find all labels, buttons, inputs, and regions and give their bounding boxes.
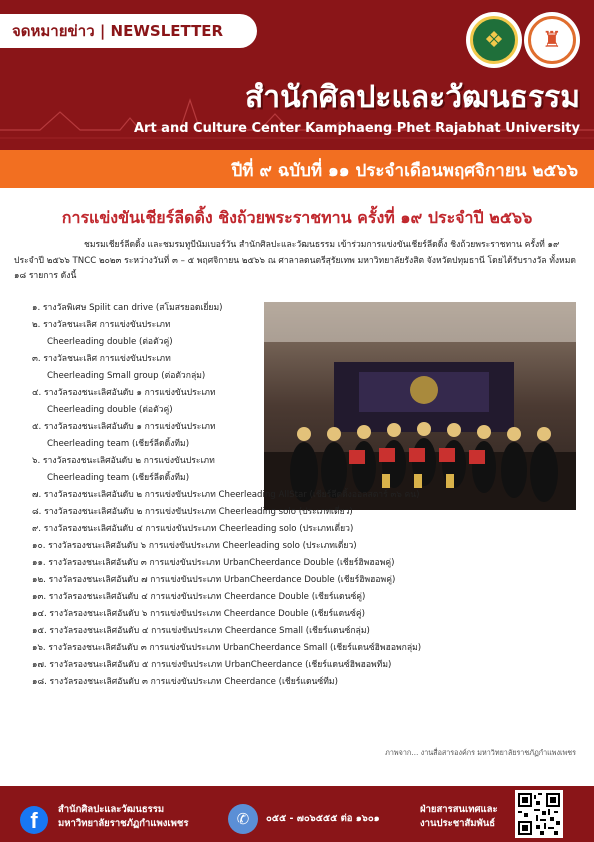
center-logo xyxy=(524,12,580,68)
qr-code-icon[interactable] xyxy=(515,790,563,838)
emblem-icon: ❖ xyxy=(470,16,518,64)
award-item: ๑๓. รางวัลรองชนะเลิศอันดับ ๔ การแข่งขันประเภท Cheerdance Double (เชียร์แดนซ์คู่) xyxy=(32,592,366,602)
award-item: ๑๐. รางวัลรองชนะเลิศอันดับ ๖ การแข่งขันประเภท Cheerleading solo (ประเภทเดี่ยว) xyxy=(32,541,357,551)
center-title-thai: สำนักศิลปะและวัฒนธรรม xyxy=(244,80,580,115)
award-item: ๙. รางวัลรองชนะเลิศอันดับ ๔ การแข่งขันประเภท Cheerleading solo (ประเภทเดี่ยว) xyxy=(32,524,354,534)
award-item: ๑. รางวัลพิเศษ Spilit can drive (สโมสรยอดเยี่ยม) xyxy=(32,303,223,313)
monument-icon: ♜ xyxy=(528,16,576,64)
footer-organization: สำนักศิลปะและวัฒนธรรม มหาวิทยาลัยราชภัฏกำแพงเพชร xyxy=(58,804,189,829)
award-item: ๔. รางวัลรองชนะเลิศอันดับ ๑ การแข่งขันประเภท Cheerleading double (ต่อตัวคู่) xyxy=(32,388,216,415)
award-item: ๕. รางวัลรองชนะเลิศอันดับ ๑ การแข่งขันประเภท Cheerleading team (เชียร์ลีดดิ้งทีม) xyxy=(32,422,216,449)
award-item: ๑๕. รางวัลรองชนะเลิศอันดับ ๔ การแข่งขันประเภท Cheerdance Small (เชียร์แดนซ์กลุ่ม) xyxy=(32,626,370,636)
university-logo xyxy=(466,12,522,68)
award-item: ๑๒. รางวัลรองชนะเลิศอันดับ ๗ การแข่งขันประเภท UrbanCheerdance Double (เชียร์ฮิพฮอพคู่) xyxy=(32,575,396,585)
article-headline: การแข่งขันเชียร์ลีดดิ้ง ชิงถ้วยพระราชทาน ครั้งที่ ๑๙ ประจำปี ๒๕๖๖ xyxy=(61,208,533,227)
issue-bar xyxy=(0,150,594,188)
photo-credit: ภาพจาก… งานสื่อสารองค์กร มหาวิทยาลัยราชภัฏกำแพงเพชร xyxy=(385,748,576,757)
footer-phone: ๐๕๕ - ๗๐๖๕๕๕ ต่อ ๑๖๐๑ xyxy=(266,813,380,824)
phone-icon[interactable]: ✆ xyxy=(228,804,258,834)
award-item: ๑๘. รางวัลรองชนะเลิศอันดับ ๓ การแข่งขันประเภท Cheerdance (เชียร์แดนซ์ทีม) xyxy=(32,677,338,687)
newsletter-tag: จดหมายข่าว | NEWSLETTER xyxy=(0,14,257,48)
center-title-english: Art and Culture Center Kamphaeng Phet Rajabhat University xyxy=(133,121,580,136)
award-item: ๑๗. รางวัลรองชนะเลิศอันดับ ๕ การแข่งขันประเภท UrbanCheerdance (เชียร์แดนซ์ฮิพฮอพทีม) xyxy=(32,660,392,670)
facebook-icon[interactable]: f xyxy=(20,806,48,834)
award-item: ๘. รางวัลรองชนะเลิศอันดับ ๒ การแข่งขันประเภท Cheerleading solo (ประเภทเดี่ยว) xyxy=(32,507,353,517)
award-item: ๑๖. รางวัลรองชนะเลิศอันดับ ๓ การแข่งขันประเภท UrbanCheerdance Small (เชียร์แดนซ์ฮิพฮอพกลุ่ม) xyxy=(32,643,422,653)
award-item: ๗. รางวัลรองชนะเลิศอันดับ ๒ การแข่งขันประเภท Cheerleading AllStar (เชียร์ลีดดิ้งออลสตาร์ ๓๖ คน) xyxy=(32,490,420,500)
award-item: ๒. รางวัลชนะเลิศ การแข่งขันประเภท Cheerleading double (ต่อตัวคู่) xyxy=(32,320,173,347)
award-item: ๑๑. รางวัลรองชนะเลิศอันดับ ๓ การแข่งขันประเภท UrbanCheerdance Double (เชียร์ฮิพฮอพคู่) xyxy=(32,558,395,568)
article-intro: ชมรมเชียร์ลีดดิ้ง และชมรมทูบีนัมเบอร์วัน สำนักศิลปะและวัฒนธรรม เข้าร่วมการแข่งขันเชียร์ลีดดิ้ง ชิงถ้วยพระราชทาน ครั้งที่ ๑๙ ประจำปี ๒๕๖๖ TNCC ๒๐๒๓ ระหว่างวันที่ ๓ – ๕ พฤศจิกายน ๒๕๖๖ ณ ศาลาลดนตรีสุรัยเทพ มหาวิทยาลัยรังสิต จังหวัดปทุมธานี โดยได้รับรางวัล ทั้งหมด ๑๘ รายการ ดังนี้ xyxy=(14,240,576,281)
award-list xyxy=(32,300,592,691)
footer-department: ฝ่ายสารสนเทศและ งานประชาสัมพันธ์ xyxy=(420,804,498,829)
award-item: ๖. รางวัลรองชนะเลิศอันดับ ๒ การแข่งขันประเภท Cheerleading team (เชียร์ลีดดิ้งทีม) xyxy=(32,456,215,483)
award-item: ๑๔. รางวัลรองชนะเลิศอันดับ ๖ การแข่งขันประเภท Cheerdance Double (เชียร์แดนซ์คู่) xyxy=(32,609,365,619)
issue-info: ปีที่ ๙ ฉบับที่ ๑๑ ประจำเดือนพฤศจิกายน ๒๕๖๖ xyxy=(231,161,578,181)
header-banner xyxy=(0,0,594,150)
qr-code-pattern xyxy=(518,793,560,835)
award-item: ๓. รางวัลชนะเลิศ การแข่งขันประเภท Cheerleading Small group (ต่อตัวกลุ่ม) xyxy=(32,354,206,381)
